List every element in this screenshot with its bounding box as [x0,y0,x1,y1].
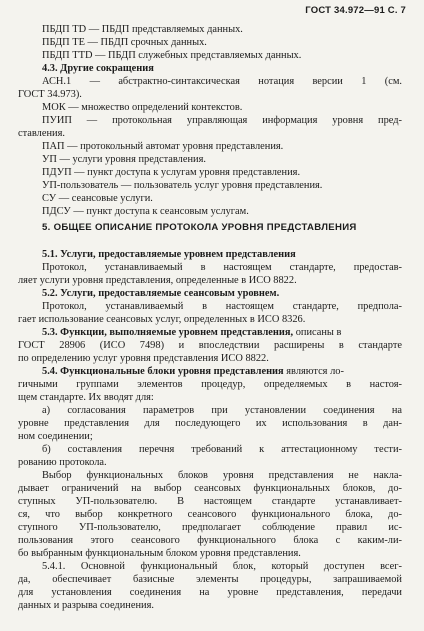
body-line: ся, что выбор конкретного сеансового функционального блока, до- [18,509,402,520]
body-line: дывает ограничений на выбор сеансовых функциональных блоков, до- [18,483,402,494]
inline-heading: 5.3. Функции, выполняемые уровнем представления, [42,327,294,338]
abbrev-line: СУ — сеансовые услуги. [42,193,153,204]
body-line: рованию протокола. [18,457,107,468]
body-line: по определению услуг уровня представления ИСО 8822. [18,353,269,364]
inline-text: описаны в [293,327,342,338]
body-line: пользования этого сеансового функционального блока с каким-ли- [18,535,402,546]
body-line: данных и разрыва соединения. [18,600,154,611]
inline-text: являются ло- [283,366,344,377]
body-line [0,365,424,378]
body-line: ляет услуги уровня представления, определенные в ИСО 8822. [18,275,297,286]
body-line [0,326,424,339]
body-line: Протокол, устанавливаемый в настоящем стандарте, предостав- [42,262,402,273]
abbrev-line: ПДСУ — пункт доступа к сеансовым услугам. [42,206,249,217]
abbrev-line: ГОСТ 34.973). [18,89,82,100]
body-line: ном соединении; [18,431,93,442]
body-line: бо выбранным функциональным блоком уровня представления. [18,548,301,559]
body-line: б) составления перечня требований к аттестационному тести- [42,444,402,455]
page-header: ГОСТ 34.972—91 С. 7 [305,5,406,16]
body-line: Выбор функциональных блоков уровня представления не накла- [42,470,402,481]
body-line: ступных УП-пользователю. В настоящем стандарте устанавливает- [18,496,402,507]
body-line: гает использование сеансовых услуг, определенных в ИСО 8326. [18,314,306,325]
abbrev-line: МОК — множество определений контекстов. [42,102,243,113]
body-line: ступного УП-пользователю, предполагает соблюдение правил ис- [18,522,402,533]
abbrev-line: ПДУП — пункт доступа к услугам уровня представления. [42,167,301,178]
subsection-heading: 5.1. Услуги, предоставляемые уровнем представления [42,249,296,260]
body-line: щем стандарте. Их вводят для: [18,392,154,403]
body-line: Протокол, устанавливаемый в настоящем стандарте, предпола- [42,301,402,312]
abbrev-line: ПБДП TD — ПБДП представляемых данных. [42,24,243,35]
body-line: ГОСТ 28906 (ИСО 7498) и впоследствии расширены в стандарте [18,340,402,351]
abbrev-line: ПАП — протокольный автомат уровня представления. [42,141,284,152]
abbrev-line: АСН.1 — абстрактно-синтаксическая нотация версии 1 (см. [42,76,402,87]
abbrev-line: УП-пользователь — пользователь услуг уровня представления. [42,180,323,191]
abbrev-line: ПБДП TTD — ПБДП служебных представляемых данных. [42,50,302,61]
inline-heading: 5.4. Функциональные блоки уровня представления [42,366,284,377]
body-line: 5.4.1. Основной функциональный блок, который доступен всег- [42,561,402,572]
body-line: да, обеспечивает базисные элементы процедуры, запрашиваемой [18,574,402,585]
abbrev-line: ПБДП TE — ПБДП срочных данных. [42,37,207,48]
body-line: уровне представления для последующего их использования в дан- [18,418,402,429]
subsection-heading: 4.3. Другие сокращения [42,63,154,74]
section-title: 5. ОБЩЕЕ ОПИСАНИЕ ПРОТОКОЛА УРОВНЯ ПРЕДСТАВЛЕНИЯ [42,222,357,233]
subsection-heading: 5.2. Услуги, предоставляемые сеансовым уровнем. [42,288,280,299]
body-line: гичными группами элементов процедур, определяемых в настоя- [18,379,402,390]
abbrev-line: ПУИП — протокольная управляющая информация уровня пред- [42,115,402,126]
body-line: а) согласования параметров при установлении соединения на [42,405,402,416]
body-line: для установления соединения на уровне представления, передачи [18,587,402,598]
abbrev-line: УП — услуги уровня представления. [42,154,206,165]
abbrev-line: ставления. [18,128,65,139]
